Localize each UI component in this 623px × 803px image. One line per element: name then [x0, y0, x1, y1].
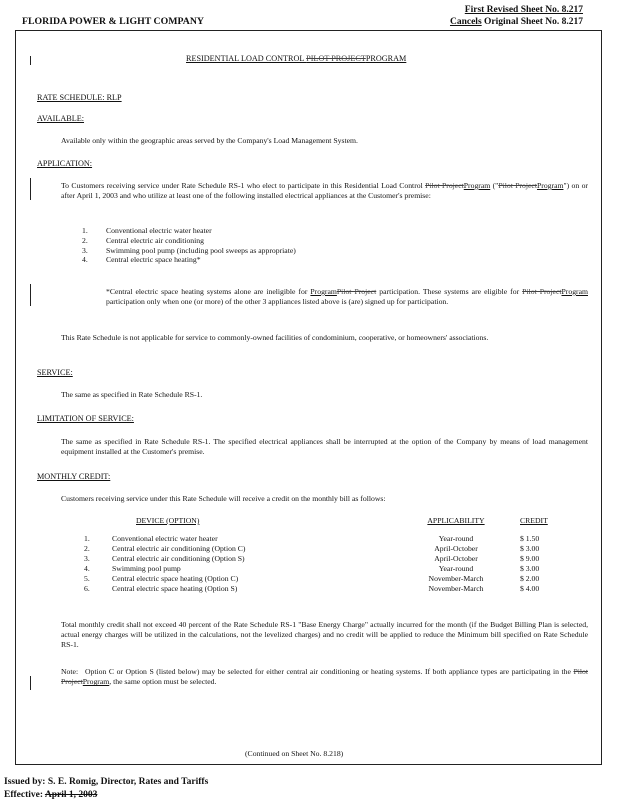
list-item [82, 255, 296, 265]
struck-text: Pilot Project [425, 181, 464, 190]
heating-note-b: participation. These systems are eligible for [376, 287, 523, 296]
title-inserted: PROGRAM [365, 54, 407, 63]
list-item-number: 1. [82, 226, 88, 235]
list-item [82, 246, 296, 256]
list-item-number: 4. [82, 255, 88, 265]
table-row [84, 544, 576, 554]
applicability-cell: Year-round [438, 534, 474, 543]
heating-note-a: *Central electric space heating systems alone are ineligible for [106, 287, 311, 296]
sheet-number-block [450, 4, 583, 28]
list-item-number: 2. [82, 235, 88, 245]
service-text: The same as specified in Rate Schedule RS-1. [61, 390, 203, 399]
note-text-a: Option C or Option S (listed below) may be selected for either central air conditioning or heating systems. If both appliance types are participating in the [85, 667, 574, 676]
inserted-text: Program [561, 287, 588, 296]
application-text-b: (" [490, 181, 499, 190]
title-prefix: RESIDENTIAL LOAD CONTROL [186, 54, 307, 63]
note-label: Note: [61, 667, 79, 676]
available-heading: AVAILABLE: [37, 114, 85, 123]
row-number: 3. [84, 554, 90, 563]
inserted-text: Program [536, 181, 564, 190]
column-header-device: DEVICE (OPTION) [136, 516, 200, 525]
monthly-credit-intro: Customers receiving service under this Rate Schedule will receive a credit on the monthly bill as follows: [61, 494, 386, 503]
cancels-label: Cancels [449, 17, 482, 27]
credit-cell: $ 3.00 [520, 544, 540, 553]
struck-text: Pilot Project [336, 287, 377, 296]
note-text-b: , the same option must be selected. [109, 677, 217, 687]
struck-text: Pilot Project [498, 181, 537, 190]
credit-cell: $ 9.00 [520, 554, 540, 563]
struck-text: Pilot Project [522, 287, 562, 296]
sheet-cancels [450, 16, 583, 28]
list-item [82, 226, 296, 236]
not-applicable-text: This Rate Schedule is not applicable for service to commonly-owned facilities of condominium, cooperative, or homeowners' associations. [61, 333, 489, 342]
sheet-revised: First Revised Sheet No. 8.217 [464, 5, 583, 15]
table-row [84, 534, 576, 544]
revision-bar [30, 676, 31, 690]
credit-cell: $ 3.00 [520, 564, 540, 573]
inserted-text: Program [82, 677, 110, 687]
struck-text: Pilot Project [61, 667, 588, 687]
rate-schedule-heading: RATE SCHEDULE: RLP [37, 93, 122, 102]
row-number: 2. [84, 544, 90, 553]
device-cell: Central electric space heating (Option S) [112, 584, 238, 593]
list-item-text: Central electric air conditioning [106, 235, 204, 245]
appliance-list [82, 226, 296, 265]
revision-bar [30, 284, 31, 306]
application-heading: APPLICATION: [37, 159, 93, 168]
device-cell: Central electric air conditioning (Option C) [112, 544, 246, 553]
issued-by: Issued by: S. E. Romig, Director, Rates and Tariffs [4, 777, 209, 787]
list-item-number: 3. [82, 245, 88, 255]
title-struck: PILOT PROJECT [306, 54, 366, 63]
revision-bar [30, 178, 31, 200]
application-text [61, 181, 588, 201]
row-number: 5. [84, 574, 90, 583]
note-block [61, 667, 588, 687]
cancels-sheet: Original Sheet No. 8.217 [481, 17, 583, 27]
table-row [84, 574, 576, 584]
inserted-text: Program [463, 181, 491, 190]
applicability-cell: April-October [434, 554, 478, 563]
device-cell: Central electric air conditioning (Option S) [112, 554, 245, 563]
document-title [186, 54, 406, 63]
column-header-credit: CREDIT [520, 516, 548, 525]
total-credit-text: Total monthly credit shall not exceed 40 percent of the Rate Schedule RS-1 "Base Energy Charge" actually incurred for the month (if the Budget Billing Plan is selected, actual energy charges will be utilized in the calculations, not the levelized charges) and no credit will be applied to reduce the Minimum bill specified on Rate Schedule RS-1. [61, 620, 588, 650]
row-number: 4. [84, 564, 90, 573]
continued-note: (Continued on Sheet No. 8.218) [245, 749, 344, 758]
table-row [84, 584, 576, 594]
credit-cell: $ 2.00 [520, 574, 540, 583]
inserted-text: Program [310, 287, 337, 296]
effective-date [4, 790, 97, 800]
applicability-cell: April-October [434, 544, 478, 553]
list-item-text: Conventional electric water heater [106, 226, 212, 235]
row-number: 6. [84, 584, 90, 593]
limitation-text: The same as specified in Rate Schedule RS-1. The specified electrical appliances shall be interrupted at the option of the Company by means of load management equipment installed at the Customer's premise. [61, 437, 588, 457]
company-name: FLORIDA POWER & LIGHT COMPANY [22, 16, 204, 27]
table-header-row [84, 516, 576, 534]
table-row [84, 564, 576, 574]
table-row [84, 554, 576, 564]
device-cell: Central electric space heating (Option C) [112, 574, 239, 583]
applicability-cell: November-March [428, 584, 484, 593]
heating-note-c: participation only when one (or more) of the other 3 appliances listed above is (are) signed up for participation. [106, 297, 449, 307]
credit-cell: $ 1.50 [520, 534, 540, 543]
heating-note [106, 287, 588, 307]
list-item-text: Central electric space heating* [106, 255, 201, 265]
applicability-cell: November-March [428, 574, 484, 583]
effective-struck-date: April 1, 2003 [44, 790, 98, 800]
device-cell: Conventional electric water heater [112, 534, 218, 543]
revision-bar [30, 56, 31, 65]
limitation-heading: LIMITATION OF SERVICE: [37, 414, 134, 423]
applicability-cell: Year-round [438, 564, 474, 573]
row-number: 1. [84, 534, 90, 543]
table-header-spacer [84, 516, 112, 534]
device-cell: Swimming pool pump [112, 564, 181, 573]
application-text-c: ") on or after April 1, 2003 and who utilize at least one of the following installed electrical appliances at the Customer's premise: [61, 181, 588, 201]
credit-cell: $ 4.00 [520, 584, 540, 593]
service-heading: SERVICE: [37, 368, 73, 377]
list-item [82, 236, 296, 246]
effective-label: Effective: [4, 790, 45, 800]
list-item-text: Swimming pool pump (including pool sweeps as appropriate) [106, 245, 296, 255]
available-text: Available only within the geographic areas served by the Company's Load Management System. [61, 136, 358, 145]
monthly-credit-heading: MONTHLY CREDIT: [37, 472, 111, 481]
column-header-applicability: APPLICABILITY [427, 516, 485, 525]
credit-table [84, 516, 576, 594]
application-text-a: To Customers receiving service under Rate Schedule RS-1 who elect to participate in this Residential Load Control [61, 181, 426, 190]
